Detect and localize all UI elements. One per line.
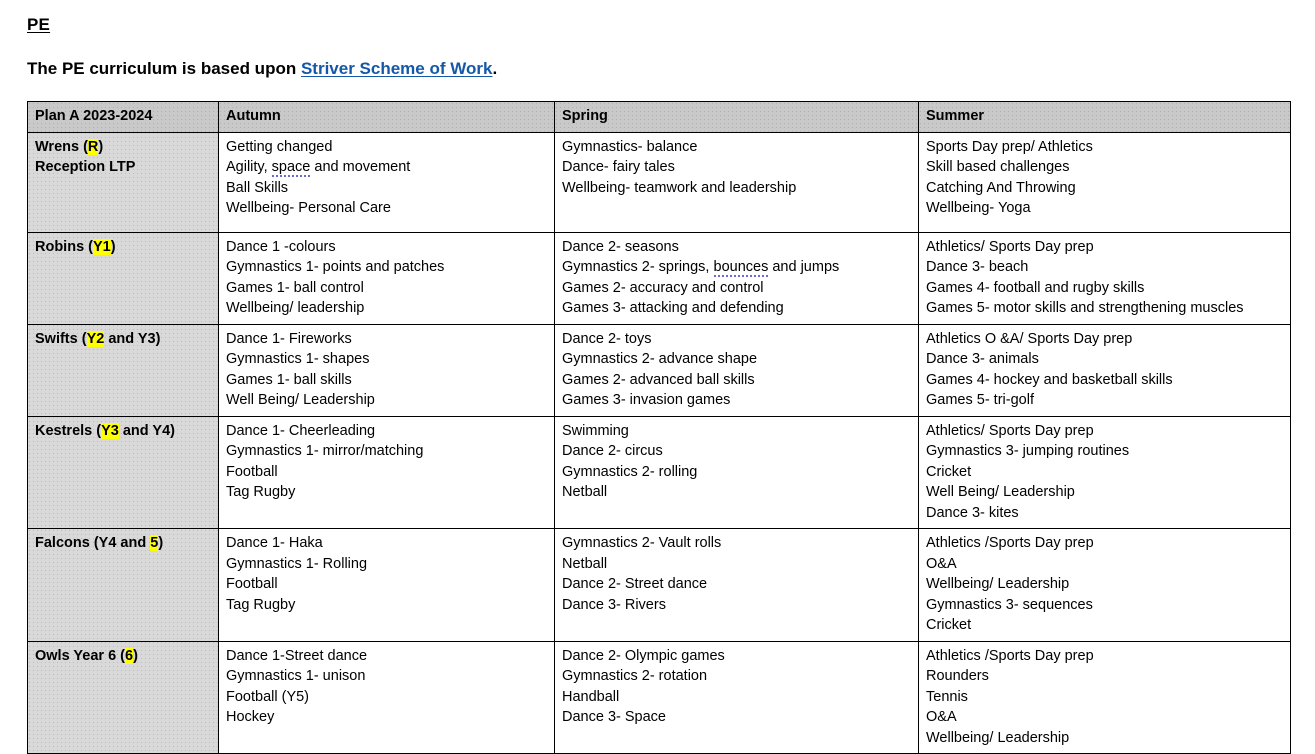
list-item: Games 3- invasion games [562, 392, 731, 408]
list-item: O&A [926, 555, 957, 572]
autumn-cell [219, 641, 555, 754]
summer-term-list [926, 237, 1284, 319]
group-name-prefix: Falcons (Y4 and [35, 535, 151, 551]
list-item: Dance 2- toys [562, 330, 652, 347]
list-item: Netball [562, 555, 608, 572]
table-row [28, 416, 1291, 529]
autumn-term-list [226, 137, 548, 219]
group-name-suffix: ) [133, 647, 138, 664]
list-item: Ball Skills [226, 179, 289, 196]
summer-cell [919, 324, 1291, 416]
group-cell-wrens [28, 132, 219, 232]
list-item: Handball [562, 688, 620, 705]
list-item: Athletics O &A/ Sports Day prep [926, 330, 1133, 347]
list-item: Games 4- football and rugby skills [926, 279, 1145, 296]
group-name [35, 137, 212, 158]
column-header-spring: Spring [555, 102, 919, 133]
list-item: Dance 2- seasons [562, 238, 679, 255]
spring-cell [555, 232, 919, 324]
autumn-cell [219, 132, 555, 232]
autumn-cell [219, 232, 555, 324]
list-item: Rounders [926, 668, 989, 684]
list-item: Gymnastics 2- rotation [562, 668, 708, 684]
list-item: Athletics /Sports Day prep [926, 535, 1094, 551]
spring-cell [555, 324, 919, 416]
group-name-suffix: ) [98, 138, 104, 155]
autumn-term-list [226, 533, 548, 615]
list-item: Gymnastics 3- sequences [926, 596, 1093, 613]
year-group-highlight: 5 [150, 535, 159, 551]
list-item: Dance 3- Rivers [562, 596, 666, 613]
group-cell-swifts [28, 324, 219, 416]
list-item: Tag Rugby [226, 484, 296, 500]
page-title: PE [27, 15, 51, 34]
table-body [28, 132, 1291, 754]
group-name-suffix: and Y3) [104, 330, 161, 347]
list-item: Catching And Throwing [926, 179, 1076, 196]
list-item: Wellbeing- Personal Care [226, 200, 391, 216]
group-name-prefix: Owls Year 6 ( [35, 647, 126, 664]
summer-term-list [926, 533, 1284, 636]
list-item: Netball [562, 484, 608, 500]
group-cell-owls [28, 641, 219, 754]
list-item: Gymnastics 2- springs, bounces and jumps [562, 259, 840, 275]
spring-term-list [562, 646, 912, 728]
list-item: Gymnastics 1- Rolling [226, 555, 368, 572]
autumn-term-list [226, 329, 548, 411]
group-name-prefix: Swifts ( [35, 330, 87, 347]
list-item: Dance 3- beach [926, 259, 1029, 275]
year-group-highlight: Y2 [86, 330, 105, 347]
list-item: Swimming [562, 422, 629, 439]
list-item: Dance 1-Street dance [226, 647, 368, 664]
list-item: Gymnastics 1- shapes [226, 351, 370, 367]
autumn-term-list [226, 421, 548, 503]
list-item: Dance 2- Olympic games [562, 647, 725, 664]
list-item: Dance 1- Haka [226, 535, 323, 551]
summer-term-list [926, 646, 1284, 749]
spring-term-list [562, 137, 912, 199]
group-name [35, 646, 212, 667]
summer-cell [919, 641, 1291, 754]
list-item: Games 3- attacking and defending [562, 300, 784, 316]
group-name [35, 329, 212, 350]
list-item: O&A [926, 709, 957, 725]
group-name-suffix: ) [158, 535, 164, 551]
group-name-suffix: ) [110, 238, 116, 255]
table-row [28, 529, 1291, 642]
spellcheck-underlined-word: space [271, 159, 311, 175]
list-item: Dance 1- Fireworks [226, 330, 352, 347]
list-item: Games 1- ball control [226, 279, 364, 296]
list-item: Gymnastics 3- jumping routines [926, 443, 1130, 459]
list-item: Gymnastics 1- points and patches [226, 259, 445, 275]
year-group-highlight: Y1 [93, 238, 111, 255]
list-item: Athletics/ Sports Day prep [926, 238, 1094, 255]
list-item: Football [226, 463, 278, 480]
list-item: Wellbeing- teamwork and leadership [562, 179, 797, 196]
year-group-highlight: Y3 [101, 422, 119, 439]
list-item: Sports Day prep/ Athletics [926, 138, 1093, 155]
autumn-cell [219, 529, 555, 642]
list-item: Gymnastics 2- advance shape [562, 351, 758, 367]
intro-suffix-text: . [492, 59, 498, 78]
list-item: Cricket [926, 617, 972, 633]
group-name-prefix: Kestrels ( [35, 422, 102, 439]
list-item: Dance 3- animals [926, 351, 1039, 367]
list-item: Dance 3- kites [926, 504, 1019, 521]
spring-term-list [562, 421, 912, 503]
autumn-cell [219, 324, 555, 416]
list-item: Games 4- hockey and basketball skills [926, 371, 1173, 388]
list-item: Football [226, 576, 278, 592]
spring-cell [555, 132, 919, 232]
list-item: Dance 2- Street dance [562, 576, 708, 592]
list-item: Well Being/ Leadership [926, 484, 1075, 500]
group-name [35, 421, 212, 442]
group-cell-kestrels [28, 416, 219, 529]
list-item: Games 5- motor skills and strengthening muscles [926, 300, 1244, 316]
list-item: Agility, space and movement [226, 159, 411, 175]
list-item: Games 2- accuracy and control [562, 279, 764, 296]
group-name-suffix: and Y4) [118, 422, 175, 439]
list-item: Athletics/ Sports Day prep [926, 422, 1094, 439]
pe-curriculum-table [27, 101, 1291, 754]
intro-prefix-text: The PE curriculum is based upon [27, 59, 301, 78]
list-item: Gymnastics 1- unison [226, 668, 366, 684]
list-item: Games 2- advanced ball skills [562, 371, 755, 388]
list-item: Games 1- ball skills [226, 371, 352, 388]
autumn-term-list [226, 237, 548, 319]
list-item: Wellbeing/ leadership [226, 300, 365, 316]
table-row [28, 641, 1291, 754]
group-cell-robins [28, 232, 219, 324]
group-name [35, 237, 212, 258]
list-item: Well Being/ Leadership [226, 392, 375, 408]
summer-term-list [926, 421, 1284, 524]
list-item: Dance 2- circus [562, 443, 663, 459]
list-item: Dance 3- Space [562, 709, 666, 725]
list-item: Dance 1 -colours [226, 238, 336, 255]
summer-term-list [926, 329, 1284, 411]
table-row [28, 324, 1291, 416]
list-item: Dance 1- Cheerleading [226, 422, 376, 439]
group-name-prefix: Wrens ( [35, 138, 88, 155]
table-header-row [28, 102, 1291, 133]
list-item: Skill based challenges [926, 159, 1070, 175]
table-header [28, 102, 1291, 133]
column-header-summer: Summer [919, 102, 1291, 133]
spring-term-list [562, 533, 912, 615]
list-item: Football (Y5) [226, 688, 310, 705]
list-item: Athletics /Sports Day prep [926, 647, 1094, 664]
autumn-cell [219, 416, 555, 529]
summer-cell [919, 416, 1291, 529]
group-name-prefix: Robins ( [35, 238, 93, 255]
group-subtitle: Reception LTP [35, 159, 136, 175]
column-header-plan: Plan A 2023-2024 [28, 102, 219, 133]
spring-term-list [562, 237, 912, 319]
summer-term-list [926, 137, 1284, 219]
list-item: Wellbeing- Yoga [926, 200, 1031, 216]
list-item: Gymnastics- balance [562, 138, 698, 155]
spring-cell [555, 529, 919, 642]
summer-cell [919, 132, 1291, 232]
spellcheck-underlined-word: bounces [713, 259, 769, 275]
spring-cell [555, 416, 919, 529]
intro-sentence [27, 58, 1315, 80]
table-row [28, 132, 1291, 232]
summer-cell [919, 232, 1291, 324]
spring-cell [555, 641, 919, 754]
column-header-autumn: Autumn [219, 102, 555, 133]
list-item: Gymnastics 2- rolling [562, 463, 698, 480]
list-item: Wellbeing/ Leadership [926, 729, 1070, 746]
list-item: Gymnastics 2- Vault rolls [562, 535, 722, 551]
list-item: Cricket [926, 463, 972, 480]
list-item: Hockey [226, 709, 275, 725]
year-group-highlight: 6 [125, 647, 134, 664]
table-row [28, 232, 1291, 324]
spring-term-list [562, 329, 912, 411]
group-name [35, 533, 212, 554]
summer-cell [919, 529, 1291, 642]
list-item: Dance- fairy tales [562, 159, 675, 175]
list-item: Getting changed [226, 138, 333, 155]
year-group-highlight: R [87, 138, 99, 155]
list-item: Games 5- tri-golf [926, 392, 1034, 408]
list-item: Wellbeing/ Leadership [926, 576, 1070, 592]
list-item: Tag Rugby [226, 596, 296, 613]
autumn-term-list [226, 646, 548, 728]
list-item: Tennis [926, 688, 968, 705]
group-cell-falcons [28, 529, 219, 642]
striver-scheme-of-work-link[interactable]: Striver Scheme of Work [300, 59, 493, 78]
list-item: Gymnastics 1- mirror/matching [226, 443, 424, 459]
